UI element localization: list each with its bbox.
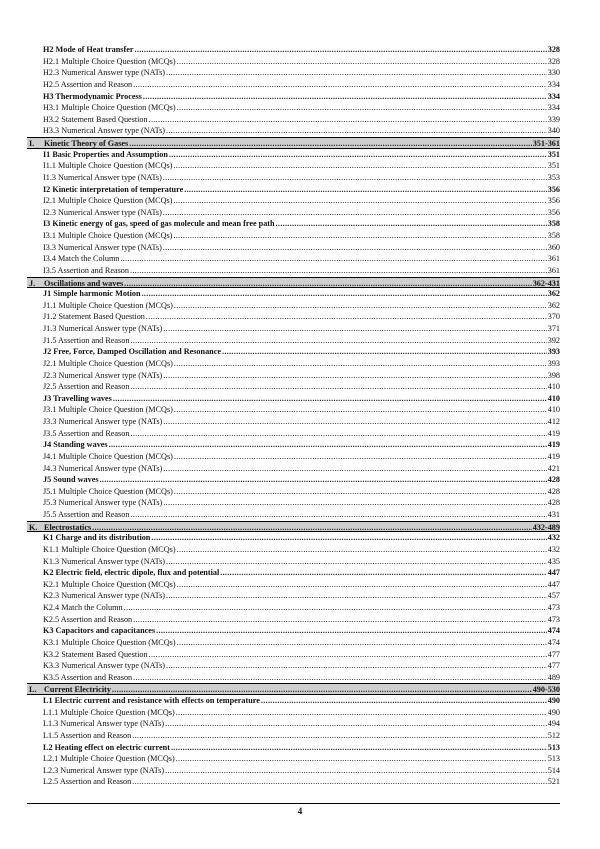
toc-page-ref: 490: [547, 696, 560, 705]
dot-leader: [130, 335, 546, 347]
dot-leader: [176, 753, 547, 765]
toc-chapter-title: Kinetic Theory of Gases: [44, 139, 129, 148]
toc-page-ref: 513: [547, 742, 560, 752]
toc-entry-label: J1 Simple harmonic Motion: [43, 289, 141, 299]
dot-leader: [166, 590, 547, 602]
dot-leader: [166, 125, 547, 137]
dot-leader: [276, 218, 547, 230]
dot-leader: [120, 253, 546, 265]
toc-subsection-row[interactable]: [27, 102, 560, 114]
dot-leader: [177, 637, 547, 649]
toc-subsection-row[interactable]: [27, 242, 560, 254]
toc-entry-label: L1.1 Multiple Choice Question (MCQs): [43, 707, 175, 717]
toc-page-ref: 473: [547, 614, 560, 624]
toc-page-ref: 489: [547, 672, 560, 682]
toc-page-ref: 358: [547, 219, 560, 229]
toc-page-ref: 361: [547, 254, 560, 264]
toc-page-ref: 328: [547, 45, 560, 54]
toc-entry-label: H3.3 Numerical Answer type (NATs): [43, 126, 165, 136]
toc-subsection-row[interactable]: [27, 335, 560, 347]
toc-entry-label: K2.5 Assertion and Reason: [43, 614, 133, 624]
toc-page-ref: 457: [547, 591, 560, 601]
toc-page-ref: 392: [547, 335, 560, 345]
toc-entry-label: I1.3 Numerical Answer type (NATs): [43, 172, 162, 182]
toc-subsection-row[interactable]: [27, 579, 560, 591]
toc-topic-row[interactable]: [27, 393, 560, 405]
toc-subsection-row[interactable]: [27, 486, 560, 498]
toc-subsection-row[interactable]: [27, 79, 560, 91]
dot-leader: [149, 649, 547, 661]
toc-topic-row[interactable]: [27, 439, 560, 451]
toc-entry-label: L1 Electric current and resistance with effects on temperature: [43, 696, 260, 705]
toc-entry-label: L2.5 Assertion and Reason: [43, 777, 132, 787]
toc-subsection-row[interactable]: [27, 428, 560, 440]
toc-topic-row[interactable]: [27, 184, 560, 196]
dot-leader: [261, 695, 547, 707]
toc-entry-label: K1.3 Numerical Answer type (NATs): [43, 556, 165, 566]
toc-subsection-row[interactable]: [27, 730, 560, 742]
toc-subsection-row[interactable]: [27, 544, 560, 556]
toc-subsection-row[interactable]: [27, 776, 560, 788]
toc-entry-label: J1.3 Numerical Answer type (NATs): [43, 324, 163, 333]
dot-leader: [130, 265, 547, 277]
toc-page-ref: 514: [547, 765, 560, 775]
toc-page-ref: 353: [547, 172, 560, 182]
toc-entry-label: H2 Mode of Heat transfer: [43, 45, 134, 54]
toc-chapter-letter: L.: [29, 685, 37, 695]
toc-subsection-row[interactable]: [27, 67, 560, 79]
toc-page-ref: 328: [547, 56, 560, 66]
toc-entry-label: I3.5 Assertion and Reason: [43, 265, 129, 275]
dot-leader: [143, 91, 547, 103]
toc-subsection-row[interactable]: [27, 404, 560, 416]
dot-leader: [177, 544, 547, 556]
toc-entry-label: J3.5 Assertion and Reason: [43, 428, 130, 438]
toc-chapter-title: Electrostatics: [44, 522, 92, 532]
toc-subsection-row[interactable]: [27, 300, 560, 312]
toc-entry-label: J5.1 Multiple Choice Question (MCQs): [43, 486, 173, 496]
toc-topic-row[interactable]: [27, 742, 560, 754]
toc-entry-label: K1 Charge and its distribution: [43, 533, 151, 543]
dot-leader: [163, 416, 546, 428]
dot-leader: [109, 439, 547, 451]
toc-chapter-title: Oscillations and waves: [44, 278, 124, 288]
toc-entry-label: J1.5 Assertion and Reason: [43, 335, 130, 345]
toc-subsection-row[interactable]: [27, 463, 560, 475]
toc-page-ref: 477: [547, 661, 560, 671]
toc-subsection-row[interactable]: [27, 56, 560, 68]
toc-entry-label: J1.1 Multiple Choice Question (MCQs): [43, 300, 173, 310]
toc-page-ref: 351: [547, 149, 560, 159]
toc-subsection-row[interactable]: [27, 265, 560, 277]
toc-entry-label: J1.2 Statement Based Question: [43, 312, 145, 322]
page-number: 4: [297, 806, 303, 816]
toc-page-ref: 362: [547, 300, 560, 310]
table-of-contents: [27, 44, 560, 788]
toc-topic-row[interactable]: [27, 625, 560, 637]
toc-page-ref: 494: [547, 719, 560, 729]
toc-page-ref: 447: [547, 568, 560, 578]
toc-page-ref: 334: [547, 103, 560, 113]
toc-subsection-row[interactable]: [27, 590, 560, 602]
dot-leader: [130, 381, 546, 393]
dot-leader: [166, 67, 547, 79]
toc-chapter-row[interactable]: [27, 683, 560, 695]
toc-page-ref: 473: [547, 603, 560, 612]
toc-subsection-row[interactable]: [27, 556, 560, 568]
dot-leader: [151, 532, 546, 544]
toc-chapter-letter: J.: [29, 278, 36, 288]
toc-subsection-row[interactable]: [27, 718, 560, 730]
toc-page-ref: 371: [547, 324, 560, 333]
toc-page-ref: 432: [547, 544, 560, 554]
toc-page-ref: 362-431: [532, 278, 560, 288]
toc-page-ref: 421: [547, 463, 560, 473]
dot-leader: [174, 300, 547, 312]
toc-entry-label: L1.3 Numerical Answer type (NATs): [43, 719, 165, 729]
dot-leader: [220, 567, 546, 579]
toc-chapter-row[interactable]: [27, 277, 560, 289]
toc-page-ref: 356: [547, 207, 560, 217]
toc-topic-row[interactable]: [27, 532, 560, 544]
toc-entry-label: J2.5 Assertion and Reason: [43, 382, 130, 392]
dot-leader: [174, 486, 547, 498]
dot-leader: [163, 463, 546, 475]
toc-subsection-row[interactable]: [27, 649, 560, 661]
toc-topic-row[interactable]: [27, 567, 560, 579]
dot-leader: [174, 404, 547, 416]
toc-entry-label: K3.3 Numerical Answer type (NATs): [43, 661, 165, 671]
toc-subsection-row[interactable]: [27, 753, 560, 765]
dot-leader: [177, 56, 547, 68]
dot-leader: [132, 776, 546, 788]
toc-page-ref: 339: [547, 114, 560, 124]
dot-leader: [165, 718, 547, 730]
dot-leader: [173, 195, 546, 207]
toc-page-ref: 412: [547, 417, 560, 426]
dot-leader: [163, 242, 547, 254]
dot-leader: [156, 625, 547, 637]
toc-topic-row[interactable]: [27, 149, 560, 161]
toc-chapter-title: Current Electricity: [44, 685, 111, 695]
toc-page-ref: 393: [547, 358, 560, 368]
dot-leader: [129, 138, 531, 149]
toc-chapter-row[interactable]: [27, 521, 560, 533]
dot-leader: [174, 358, 547, 370]
dot-leader: [177, 579, 547, 591]
dot-leader: [163, 207, 547, 219]
toc-chapter-letter: I.: [29, 139, 35, 148]
dot-leader: [112, 684, 532, 695]
toc-topic-row[interactable]: [27, 91, 560, 103]
dot-leader: [173, 160, 546, 172]
toc-entry-label: I3.1 Multiple Choice Question (MCQs): [43, 231, 173, 240]
toc-page-ref: 330: [547, 68, 560, 78]
toc-subsection-row[interactable]: [27, 602, 560, 614]
toc-subsection-row[interactable]: [27, 416, 560, 428]
toc-subsection-row[interactable]: [27, 172, 560, 184]
toc-entry-label: I3.3 Numerical Answer type (NATs): [43, 242, 162, 252]
dot-leader: [124, 602, 547, 614]
toc-subsection-row[interactable]: [27, 672, 560, 684]
toc-page-ref: 419: [547, 440, 560, 450]
toc-entry-label: K3.2 Statement Based Question: [43, 649, 148, 659]
toc-entry-label: I1.1 Multiple Choice Question (MCQs): [43, 161, 173, 171]
toc-page-ref: 340: [547, 126, 560, 136]
toc-page-ref: 428: [547, 486, 560, 496]
dot-leader: [149, 114, 547, 126]
toc-page-ref: 521: [547, 777, 560, 787]
toc-page-ref: 490-530: [532, 685, 560, 695]
toc-subsection-row[interactable]: [27, 660, 560, 672]
toc-subsection-row[interactable]: [27, 125, 560, 137]
toc-page-ref: 361: [547, 265, 560, 275]
dot-leader: [135, 44, 547, 56]
toc-entry-label: I2 Kinetic interpretation of temperature: [43, 184, 184, 194]
toc-entry-label: J2.3 Numerical Answer type (NATs): [43, 370, 163, 380]
toc-entry-label: J4.1 Multiple Choice Question (MCQs): [43, 451, 173, 461]
toc-entry-label: L1.5 Assertion and Reason: [43, 730, 132, 740]
toc-topic-row[interactable]: [27, 44, 560, 56]
toc-page-ref: 419: [547, 451, 560, 461]
dot-leader: [163, 497, 546, 509]
toc-entry-label: I3 Kinetic energy of gas, speed of gas molecule and mean free path: [43, 219, 275, 229]
toc-subsection-row[interactable]: [27, 497, 560, 509]
toc-page-ref: 351: [547, 161, 560, 171]
toc-entry-label: H3 Thermodynamic Process: [43, 91, 142, 101]
toc-page-ref: 334: [547, 91, 560, 101]
dot-leader: [133, 614, 547, 626]
dot-leader: [124, 278, 532, 289]
toc-subsection-row[interactable]: [27, 509, 560, 521]
toc-subsection-row[interactable]: [27, 195, 560, 207]
toc-page-ref: 428: [547, 498, 560, 508]
toc-chapter-letter: K.: [29, 522, 38, 532]
toc-page-ref: 356: [547, 184, 560, 194]
toc-page-ref: 477: [547, 649, 560, 659]
toc-page-ref: 431: [547, 510, 560, 519]
dot-leader: [184, 184, 547, 196]
toc-entry-label: I2.1 Multiple Choice Question (MCQs): [43, 196, 173, 206]
toc-subsection-row[interactable]: [27, 207, 560, 219]
toc-entry-label: J2.1 Multiple Choice Question (MCQs): [43, 358, 173, 368]
toc-page-ref: 410: [547, 393, 560, 403]
dot-leader: [174, 451, 547, 463]
dot-leader: [146, 311, 547, 323]
dot-leader: [133, 672, 547, 684]
toc-topic-row[interactable]: [27, 346, 560, 358]
dot-leader: [163, 323, 546, 335]
toc-chapter-row[interactable]: [27, 137, 560, 149]
toc-entry-label: K2.3 Numerical Answer type (NATs): [43, 591, 165, 601]
dot-leader: [166, 660, 547, 672]
dot-leader: [177, 102, 547, 114]
toc-entry-label: I3.4 Match the Column: [43, 254, 120, 264]
toc-entry-label: J2 Free, Force, Damped Oscillation and Resonance: [43, 347, 221, 357]
dot-leader: [176, 707, 547, 719]
toc-page-ref: 490: [547, 707, 560, 717]
toc-page-ref: 360: [547, 242, 560, 252]
dot-leader: [165, 765, 547, 777]
toc-subsection-row[interactable]: [27, 451, 560, 463]
toc-page-ref: 512: [547, 730, 560, 740]
toc-entry-label: H2.1 Multiple Choice Question (MCQs): [43, 56, 176, 66]
toc-page-ref: 351-361: [532, 139, 560, 148]
toc-entry-label: [29, 684, 111, 695]
toc-entry-label: J3.3 Numerical Answer type (NATs): [43, 417, 163, 426]
dot-leader: [163, 172, 547, 184]
toc-page-ref: 432-489: [532, 522, 560, 532]
dot-leader: [130, 428, 546, 440]
dot-leader: [113, 393, 547, 405]
toc-page-ref: 410: [547, 405, 560, 415]
dot-leader: [166, 556, 547, 568]
toc-entry-label: K2.4 Match the Column: [43, 603, 123, 612]
dot-leader: [130, 509, 546, 521]
toc-page-ref: 398: [547, 370, 560, 380]
toc-entry-label: K3 Capacitors and capacitances: [43, 626, 156, 636]
toc-subsection-row[interactable]: [27, 114, 560, 126]
toc-page-ref: 362: [547, 289, 560, 299]
toc-page-ref: 370: [547, 312, 560, 322]
toc-entry-label: [29, 138, 128, 149]
toc-entry-label: J5 Sound waves: [43, 475, 99, 485]
toc-entry-label: I2.3 Numerical Answer type (NATs): [43, 207, 162, 217]
toc-entry-label: K2.1 Multiple Choice Question (MCQs): [43, 579, 176, 589]
toc-topic-row[interactable]: [27, 695, 560, 707]
toc-subsection-row[interactable]: [27, 160, 560, 172]
toc-entry-label: [29, 278, 123, 289]
toc-entry-label: J3 Travelling waves: [43, 393, 112, 403]
toc-entry-label: [29, 522, 91, 533]
toc-entry-label: K3.5 Assertion and Reason: [43, 672, 133, 682]
toc-subsection-row[interactable]: [27, 253, 560, 265]
toc-subsection-row[interactable]: [27, 311, 560, 323]
toc-entry-label: J4 Standing waves: [43, 440, 108, 450]
toc-subsection-row[interactable]: [27, 370, 560, 382]
toc-entry-label: L2.1 Multiple Choice Question (MCQs): [43, 754, 175, 764]
dot-leader: [132, 730, 546, 742]
dot-leader: [171, 742, 547, 754]
toc-page-ref: 428: [547, 475, 560, 485]
toc-subsection-row[interactable]: [27, 358, 560, 370]
dot-leader: [173, 230, 546, 242]
toc-subsection-row[interactable]: [27, 323, 560, 335]
toc-entry-label: K1.1 Multiple Choice Question (MCQs): [43, 544, 176, 554]
toc-topic-row[interactable]: [27, 474, 560, 486]
toc-topic-row[interactable]: [27, 288, 560, 300]
toc-topic-row[interactable]: [27, 218, 560, 230]
dot-leader: [169, 149, 547, 161]
toc-subsection-row[interactable]: [27, 230, 560, 242]
toc-entry-label: H2.5 Assertion and Reason: [43, 79, 133, 89]
dot-leader: [100, 474, 547, 486]
dot-leader: [133, 79, 547, 91]
toc-entry-label: H2.3 Numerical Answer type (NATs): [43, 68, 165, 78]
toc-entry-label: I1 Basic Properties and Assumption: [43, 149, 168, 159]
toc-page-ref: 358: [547, 231, 560, 240]
dot-leader: [163, 370, 546, 382]
toc-page-ref: 432: [547, 533, 560, 543]
toc-subsection-row[interactable]: [27, 707, 560, 719]
toc-entry-label: J3.1 Multiple Choice Question (MCQs): [43, 405, 173, 415]
toc-entry-label: K2 Electric field, electric dipole, flux and potential: [43, 568, 220, 578]
toc-entry-label: J5.5 Assertion and Reason: [43, 510, 130, 519]
toc-page-ref: 410: [547, 382, 560, 392]
toc-entry-label: L2 Heating effect on electric current: [43, 742, 170, 752]
toc-page-ref: 435: [547, 556, 560, 566]
toc-entry-label: J5.3 Numerical Answer type (NATs): [43, 498, 163, 508]
toc-page-ref: 513: [547, 754, 560, 764]
toc-page-ref: 474: [547, 626, 560, 636]
toc-page-ref: 447: [547, 579, 560, 589]
dot-leader: [92, 522, 532, 533]
toc-entry-label: H3.2 Statement Based Question: [43, 114, 148, 124]
toc-subsection-row[interactable]: [27, 381, 560, 393]
toc-page-ref: 393: [547, 347, 560, 357]
footer-divider: [27, 803, 560, 804]
dot-leader: [142, 288, 547, 300]
toc-subsection-row[interactable]: [27, 614, 560, 626]
toc-entry-label: J4.3 Numerical Answer type (NATs): [43, 463, 163, 473]
toc-page-ref: 474: [547, 637, 560, 647]
toc-page-ref: 334: [547, 79, 560, 89]
dot-leader: [222, 346, 547, 358]
toc-entry-label: K3.1 Multiple Choice Question (MCQs): [43, 637, 176, 647]
toc-subsection-row[interactable]: [27, 637, 560, 649]
toc-entry-label: H3.1 Multiple Choice Question (MCQs): [43, 103, 176, 113]
toc-subsection-row[interactable]: [27, 765, 560, 777]
toc-page-ref: 356: [547, 196, 560, 206]
toc-page-ref: 419: [547, 428, 560, 438]
toc-entry-label: L2.3 Numerical Answer type (NATs): [43, 765, 165, 775]
